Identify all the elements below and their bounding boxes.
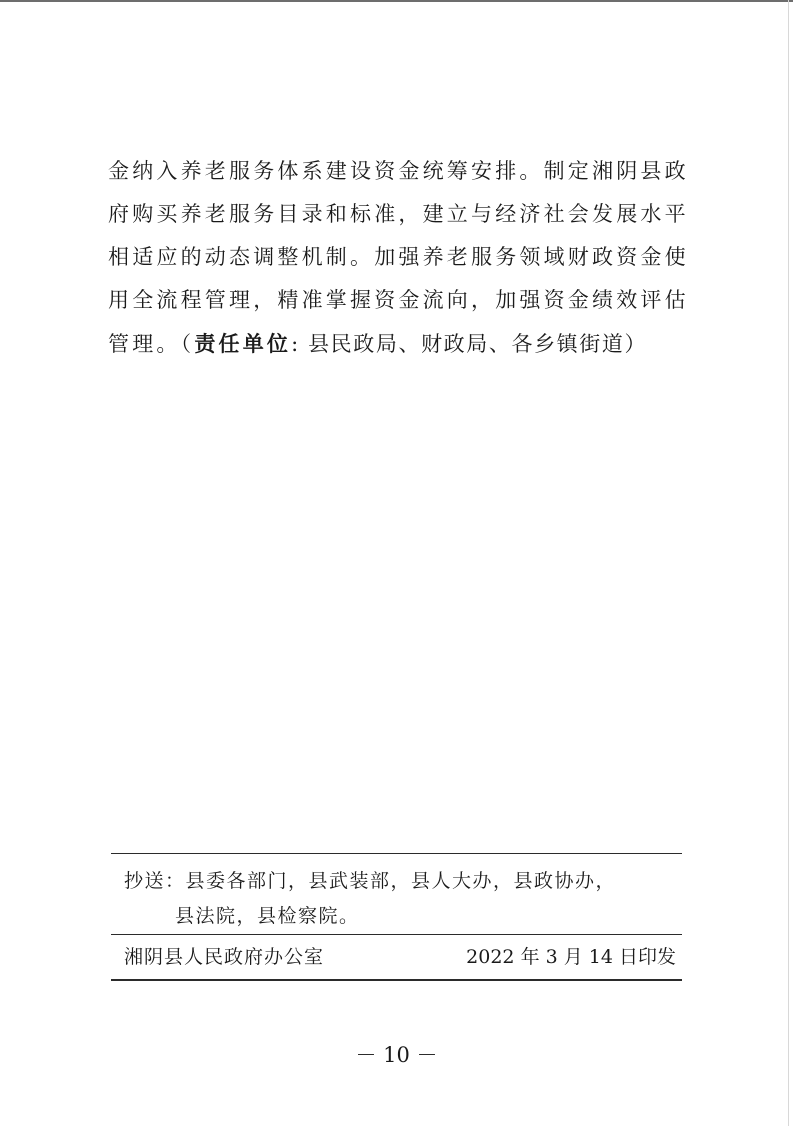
cc-bottom-rule: [111, 934, 682, 935]
page-top-edge: [0, 0, 793, 2]
body-paragraph: [108, 150, 708, 366]
cc-recipients-1: 县委各部门，县武装部，县人大办，县政协办，: [185, 870, 617, 892]
cc-line-1: [124, 867, 616, 895]
responsibility-label: 责任单位: [194, 331, 292, 356]
issue-bottom-rule: [111, 979, 682, 981]
cc-top-rule: [111, 853, 682, 854]
body-paragraph-text: 金纳入养老服务体系建设资金统筹安排。制定湘阴县政府购买养老服务目录和标准，建立与经济社会发展水平相适应的动态调整机制。加强养老服务领域财政资金使用全流程管理，精准掌握资金流向，加强资金绩效评估管理。（: [108, 159, 689, 356]
page-number: － 10 －: [355, 1043, 438, 1067]
cc-recipients-2: 县法院，县检察院。: [175, 905, 360, 927]
issue-date: 2022 年 3 月 14 日印发: [466, 946, 676, 968]
issuing-office: 湘阴县人民政府办公室: [124, 946, 325, 968]
responsibility-units: : 县民政局、财政局、各乡镇街道）: [291, 332, 648, 356]
page-right-edge: [788, 0, 789, 1126]
cc-label: 抄送：: [124, 870, 186, 892]
